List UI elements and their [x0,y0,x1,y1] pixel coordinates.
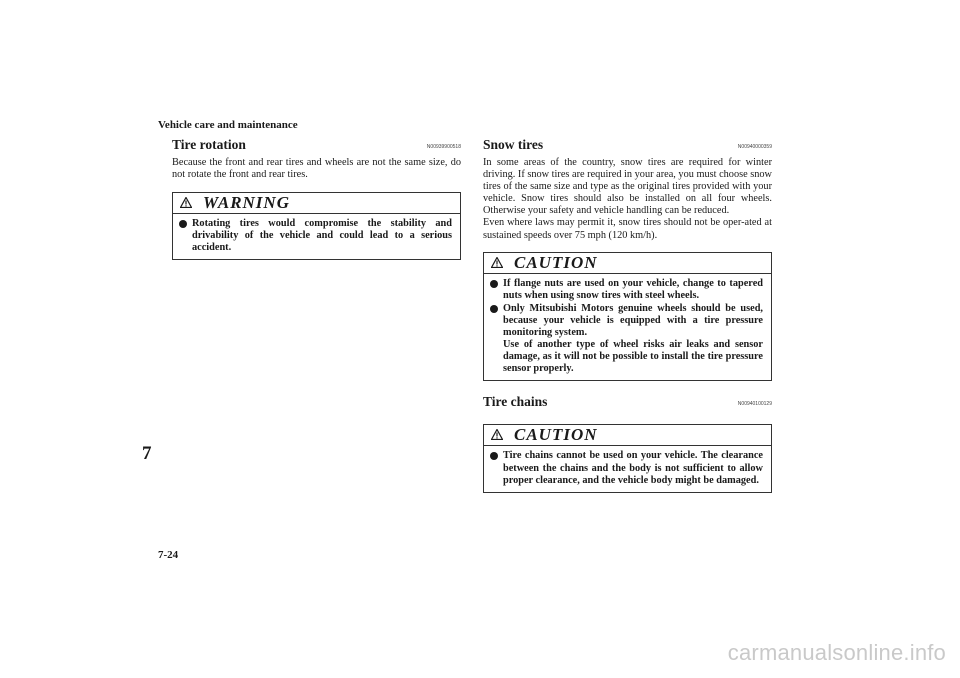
watermark: carmanualsonline.info [727,640,946,665]
warning-header [173,193,460,214]
caution-triangle-icon [491,257,503,268]
caution-body [484,446,771,491]
bullet-icon [490,280,498,288]
right-column [483,137,772,493]
warning-box [172,192,461,260]
caution-body [484,274,771,381]
bullet-icon [179,220,187,228]
paragraph: Because the front and rear tires and wheels are not the same size, do not rotate the front and rear tires. [172,157,461,181]
caution-label: CAUTION [514,425,598,445]
caution-box-snow [483,252,772,382]
left-column [172,137,461,260]
caution-text: Tire chains cannot be used on your vehicle. The clearance between the chains and the body is not sufficient to allow proper clearance, and the vehicle body might be damaged. [503,450,763,486]
chapter-tab: 7 [142,443,152,464]
list-item [490,278,763,302]
list-item [490,303,763,339]
bullet-icon [490,305,498,313]
warning-body [173,214,460,259]
caution-triangle-icon [491,429,503,440]
caution-header [484,253,771,274]
section-title: Tire rotation [172,137,246,152]
running-header: Vehicle care and maintenance [158,119,298,131]
section-title: Snow tires [483,137,544,152]
warning-triangle-icon [180,197,192,208]
section-title: Tire chains [483,394,548,410]
caution-text: Only Mitsubishi Motors genuine wheels should be used, because your vehicle is equipped with a tire pressure monitoring system. [503,302,763,339]
section-code: N00940000359 [737,144,772,150]
warning-text: Rotating tires would compromise the stability and drivability of the vehicle and could lead to a serious accident. [192,218,452,254]
section-heading-tire-rotation [172,137,461,157]
caution-label: CAUTION [514,252,598,272]
paragraph: Even where laws may permit it, snow tires should not be oper-ated at sustained speeds over 75 mph (120 km/h). [483,217,772,241]
paragraph: In some areas of the country, snow tires are required for winter driving. If snow tires are required in your area, you must choose snow tires of the same size and type as the original tires provided with your vehicle. Snow tires should also be installed on all four wheels. Otherwise your safety and vehicle handling can be reduced. [483,157,772,217]
caution-header [484,425,771,446]
section-code: N00939900518 [426,144,461,150]
caution-box-chains [483,424,772,492]
section-heading-tire-chains [483,394,772,414]
list-item [179,218,452,254]
caution-text: If flange nuts are used on your vehicle, change to tapered nuts when using snow tires with steel wheels. [503,277,763,301]
list-item [490,450,763,486]
section-heading-snow-tires [483,137,772,157]
caution-extra-text: Use of another type of wheel risks air leaks and sensor damage, as it will not be possible to install the tire pressure sensor properly. [503,339,763,375]
bullet-icon [490,452,498,460]
page-number: 7-24 [158,549,179,561]
section-code: N00940100129 [737,401,772,408]
warning-label: WARNING [203,193,290,213]
